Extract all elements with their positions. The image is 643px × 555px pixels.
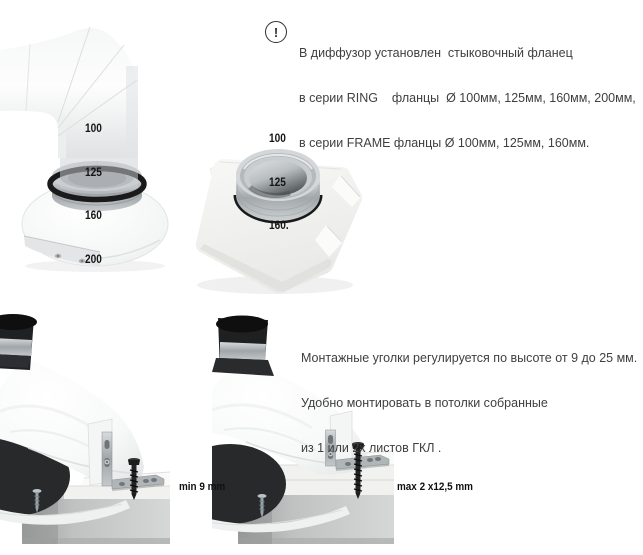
note-line: из 1 или 2х листов ГКЛ . [301,441,442,455]
note-line: в серии FRAME фланцы Ø 100мм, 125мм, 160мм. [299,136,590,150]
min-height-label: min 9 mm [179,481,226,493]
elbow-duct [0,27,138,158]
size-label: 125 [85,166,102,179]
frame-flange-sizes [269,103,289,263]
note-line: Удобно монтировать в потолки собранные [301,396,548,410]
size-label: 125 [269,176,286,189]
size-label: 200 [85,253,102,266]
duct-stub [212,316,274,377]
size-label: 160 [85,210,102,222]
mounting-note [301,321,637,486]
max-height-label: max 2 x12,5 mm [397,481,473,493]
note-line: Монтажные уголки регулируется по высоте от 9 до 25 мм. [301,351,638,365]
ring-flange-sizes [85,93,102,296]
exclamation-icon: ! [265,21,287,43]
size-label: 100 [85,123,102,135]
ceiling-mount-photo-min [0,312,176,548]
flange-note [299,16,636,181]
note-line: в серии RING фланцы Ø 100мм, 125мм, 160мм, 200мм, [299,91,636,105]
note-line: В диффузор установлен стыковочный фланец [299,46,573,60]
size-label: 100 [269,133,286,145]
size-label: 160. [269,220,289,232]
